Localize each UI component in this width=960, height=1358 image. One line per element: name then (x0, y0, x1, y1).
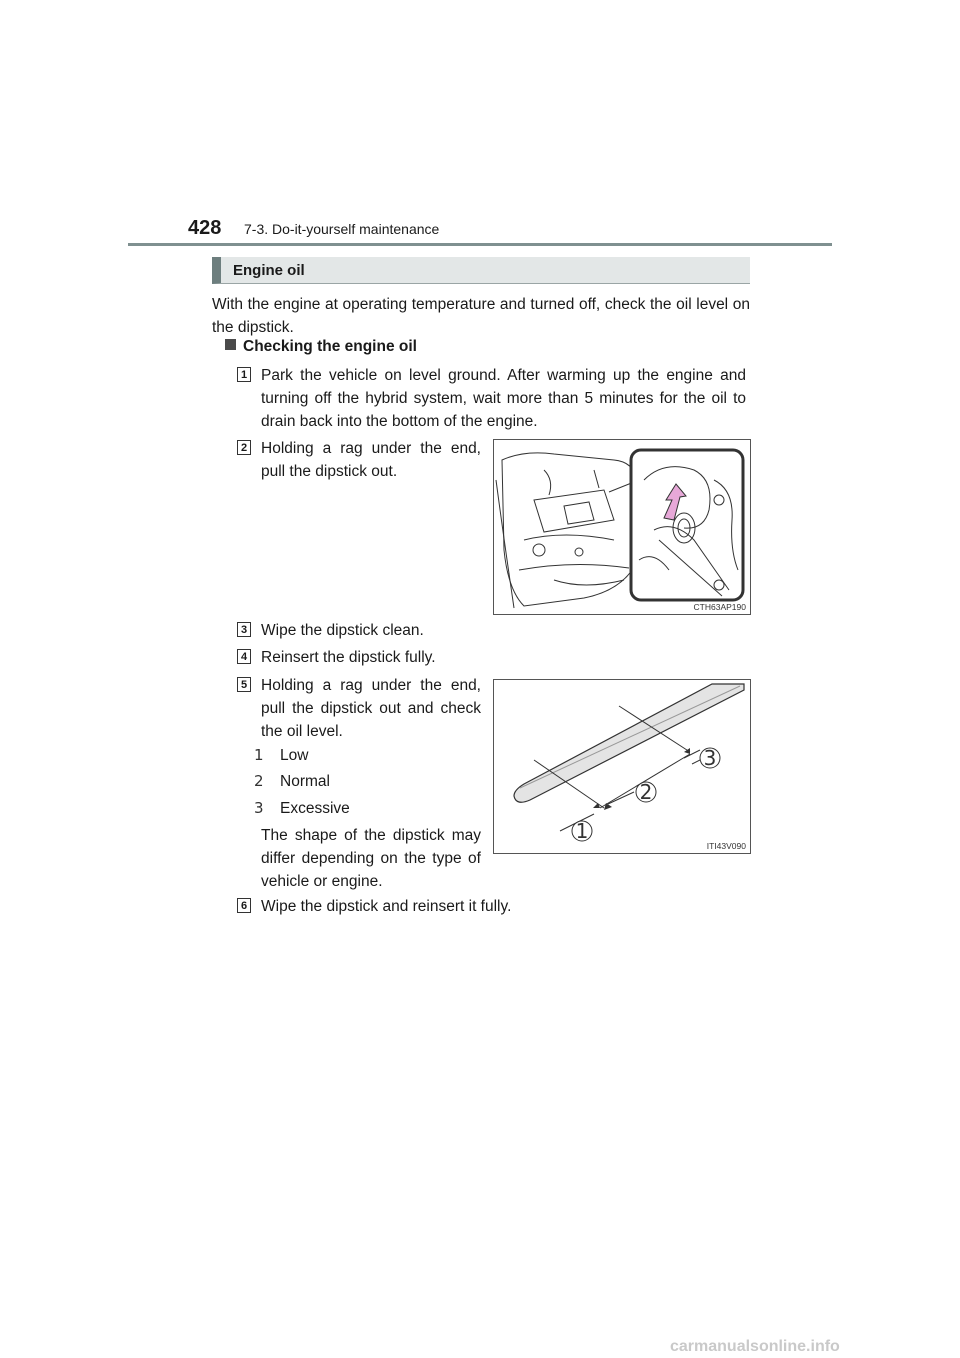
level-2-number: 2 (254, 772, 264, 790)
figure-code: ITI43V090 (706, 841, 746, 851)
step-number-4: 4 (237, 649, 251, 664)
step-3-text: Wipe the dipstick clean. (261, 622, 424, 639)
square-bullet-icon (225, 339, 236, 350)
figure-code: CTH63AP190 (693, 602, 746, 612)
step-number-6: 6 (237, 898, 251, 913)
level-2-label: Normal (280, 773, 330, 790)
engine-bay-illustration (494, 440, 750, 614)
dipstick-illustration (494, 680, 750, 853)
step-number-2: 2 (237, 440, 251, 455)
callout-1: 1 (575, 819, 589, 843)
callout-2: 2 (639, 780, 653, 804)
step-number-3: 3 (237, 622, 251, 637)
step-number-5: 5 (237, 677, 251, 692)
step-4-text: Reinsert the dipstick fully. (261, 649, 436, 666)
step-6-text: Wipe the dipstick and reinsert it fully. (261, 898, 512, 915)
level-1-label: Low (280, 747, 309, 764)
level-3-number: 3 (254, 799, 264, 817)
intro-paragraph: With the engine at operating temperature and turned off, check the oil level on the dipstick. (212, 296, 750, 336)
step-5-text: Holding a rag under the end, pull the dipstick out and check the oil level. (261, 677, 481, 740)
header-rule (128, 243, 832, 246)
watermark: carmanualsonline.info (670, 1338, 840, 1355)
step-number-1: 1 (237, 367, 251, 382)
dipstick-note: The shape of the dipstick may differ depending on the type of vehicle or engine. (261, 827, 481, 890)
page-number: 428 (188, 217, 222, 239)
subheading-text: Checking the engine oil (243, 338, 417, 355)
level-3-label: Excessive (280, 800, 350, 817)
step-2-text: Holding a rag under the end, pull the dipstick out. (261, 440, 481, 480)
callout-3: 3 (703, 746, 717, 770)
dipstick-figure (493, 679, 751, 854)
engine-bay-figure (493, 439, 751, 615)
chapter-title: 7-3. Do-it-yourself maintenance (244, 221, 440, 237)
subheading (225, 338, 417, 356)
level-1-number: 1 (254, 746, 264, 764)
section-heading-bar (212, 257, 750, 284)
step-1-text: Park the vehicle on level ground. After warming up the engine and turning off the hybrid system, wait more than 5 minutes for the oil to drain back into the bottom of the engine. (261, 367, 746, 430)
section-title: Engine oil (233, 262, 305, 279)
